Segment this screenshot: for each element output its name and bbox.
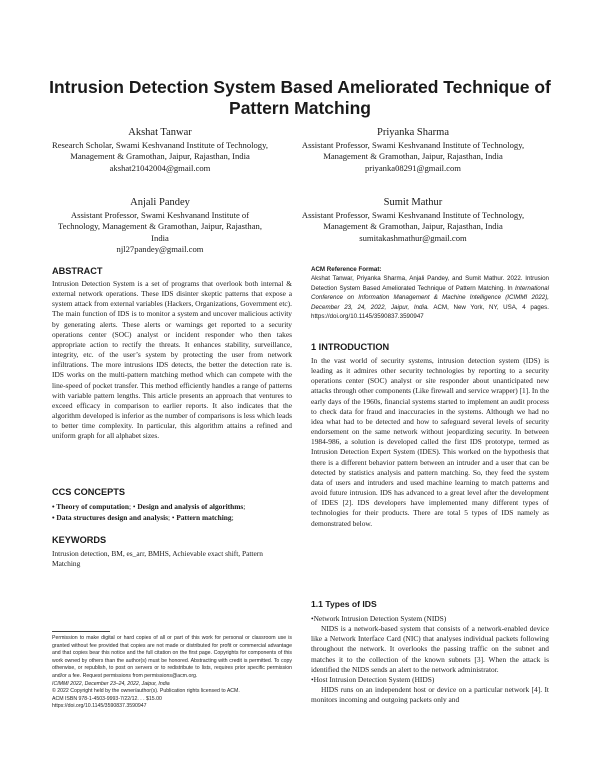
footnote-rule <box>52 631 110 632</box>
ccs-line <box>52 513 297 524</box>
author-email: akshat21042004@gmail.com <box>109 162 211 173</box>
nids-label: •Network Intrusion Detection System (NIDS) <box>311 614 447 623</box>
reference-label <box>311 265 549 274</box>
author-name: Anjali Pandey <box>130 197 190 208</box>
reference-text <box>311 274 549 321</box>
author-affiliation: Assistant Professor, Swami Keshvanand Institute of Technology, Management & Gramothan, Jaipur, Rajasthan, India <box>301 140 525 162</box>
author-block <box>298 196 528 244</box>
abstract-text: Intrusion Detection System is a set of programs that overlook both internal & external network operations. These IDS disinter skeptic patterns that expose a system attack from external variables (Hackers, Organizations, Government etc). The main function of IDS is to monitor a system and uncover malicious activity by generating alerts. These alerts or warnings get reported to a security operations center (SOC) analyst or incident responder who then takes appropriate action to rectify the threats. It enhances stability, surveillance, integrity, etc. of the user’s system by protecting the user from network infiltrations. The more intrusions IDS detects, the better the detection rate is. IDS works on the multi-pattern matching method which can compete with the line-speed of pocket transfer. This method efficiently handles a range of patterns with variable pattern lengths. This article presents an approach that ventures to exceed efficacy in comparison to earlier reports. It also indicates that the algorithm developed is inferior as the number of comparisons is less which leads to better time complexity. In particular, this algorithm attains a refined and uniform graph for all alphabet sizes. <box>52 279 292 441</box>
ccs-term: Design and analysis of algorithms <box>137 502 244 511</box>
author-name: Priyanka Sharma <box>376 127 450 138</box>
ccs-separator: ; <box>243 502 246 511</box>
permission-text: Permission to make digital or hard copies of all or part of this work for personal or classroom use is granted without fee provided that copies are not made or distributed for profit or commercial advantage and that copies bear this notice and the full citation on the first page. Copyrights for components of this work owned by others than the author(s) must be honored. Abstracting with credit is permitted. To copy otherwise, or republish, to post on servers or to redistribute to lists, requires prior specific permission and/or a fee. Request permissions from permissions@acm.org. <box>52 635 292 679</box>
introduction-text: In the vast world of security systems, intrusion detection system (IDS) is leading as it admires other security technologies by reporting to a security operations center (SOC) analyst or site responder about unanticipated new attacks through other components (Like firewall and service wrapper) [1]. In the early days of the 1960s, financial systems started to implement an audit process to check data for fraud and inaccuracies in the systems. Although we had no idea what had to be detected and how to safeguard several levels of security endorsement on the same network without jeopardizing security. In between 1984-986, a solution is developed called the first IDS prototype, termed as Intrusion Detection Expert System (IDES). This worked on the hypothesis that there is a different behavior pattern between an intruder and a user that can be detected by statistics analysis and pattern matching. So, they feed the system data of users and intruders and used machine learning to match patterns and avoid future intrusion. IDS has advanced to a great level after the development of IDES [2]. IDS developers have implemented many different types of technologies for their products. There are total 5 types of IDS namely as demonstrated below. <box>311 356 549 528</box>
keywords-text: Intrusion detection, BM, es_arr, BMHS, Achievable exact shift, Pattern Matching <box>52 549 263 569</box>
hids-label: •Host Intrusion Detection System (HIDS) <box>311 674 435 684</box>
permission-notice <box>52 635 292 711</box>
introduction-body <box>311 356 549 529</box>
types-body <box>311 614 549 705</box>
author-email: priyanka08291@gmail.com <box>365 162 461 173</box>
abstract-body <box>52 279 292 442</box>
author-name: Sumit Mathur <box>383 197 443 208</box>
ccs-term: • Theory of computation <box>52 502 129 511</box>
types-heading: 1.1 Types of IDS <box>311 599 377 609</box>
reference-tail: ACM, New York, NY, USA, 4 pages. https://doi.org/10.1145/3590837.3590947 <box>311 303 549 321</box>
abstract-heading: ABSTRACT <box>52 266 103 276</box>
conference-line: ICIMMI 2022, December 23–24, 2022, Jaipur, India <box>52 680 170 687</box>
reference-venue: International Conference on Information Management & Machine Intelligence (ICIMMI 2022), December 23, 24, 2022, Jaipur, India. <box>311 284 549 311</box>
introduction-heading: 1 INTRODUCTION <box>311 342 390 352</box>
author-affiliation: Assistant Professor, Swami Keshvanand Institute of Technology, Management & Gramothan, Jaipur, Rajasthan, India <box>58 210 262 243</box>
author-name: Akshat Tanwar <box>128 127 192 138</box>
ccs-line <box>52 502 297 513</box>
keywords-heading: KEYWORDS <box>52 535 107 545</box>
author-block <box>52 196 268 256</box>
hids-text: HIDS runs on an independent host or device on a particular network [4]. It monitors incoming and outgoing packets only and <box>311 685 549 705</box>
ccs-term: • Data structures design and analysis <box>52 512 168 522</box>
copyright-line: © 2022 Copyright held by the owner/author(s). Publication rights licensed to ACM. <box>52 688 240 695</box>
ccs-separator: ; • <box>128 502 138 511</box>
reference-label-text: ACM Reference Format: <box>311 266 382 273</box>
paper-title: Intrusion Detection System Based Ameliorated Technique of Pattern Matching <box>49 77 551 118</box>
author-block <box>52 126 268 174</box>
author-affiliation: Assistant Professor, Swami Keshvanand Institute of Technology, Management & Gramothan, Jaipur, Rajasthan, India <box>301 210 525 232</box>
acm-reference-format <box>311 265 549 321</box>
reference-authors: Akshat Tanwar, Priyanka Sharma, Anjali Pandey, and Sumit Mathur. 2022. Intrusion Detection System Based Ameliorated Technique of Pattern Matching. In <box>311 275 549 292</box>
ccs-separator: ; • <box>168 512 177 522</box>
ccs-heading: CCS CONCEPTS <box>52 487 125 497</box>
isbn-line: ACM ISBN 978-1-4503-9993-7/22/12. . . $15.00 <box>52 695 162 702</box>
nids-text: NIDS is a network-based system that consists of a network-enabled device like a Network Interface Card (NIC) that analyses individual packets following throughout the network. It overlooks the passing traffic on the subnet and matches it to the collection of the known subnets [3]. When the attack is identified the NIDS sends an alert to the network administrator. <box>311 624 549 674</box>
author-affiliation: Research Scholar, Swami Keshvanand Institute of Technology, Management & Gramothan, Jaipur, Rajasthan, India <box>52 140 268 162</box>
author-block <box>298 126 528 174</box>
ccs-term: Pattern matching <box>176 512 232 522</box>
doi-line: https://doi.org/10.1145/3590837.3590947 <box>52 703 147 710</box>
ccs-concepts <box>52 502 297 523</box>
keywords-body <box>52 549 292 569</box>
author-email: sumitakashmathur@gmail.com <box>359 232 467 243</box>
ccs-separator: ; <box>231 512 234 522</box>
author-email: njl27pandey@gmail.com <box>116 244 204 255</box>
